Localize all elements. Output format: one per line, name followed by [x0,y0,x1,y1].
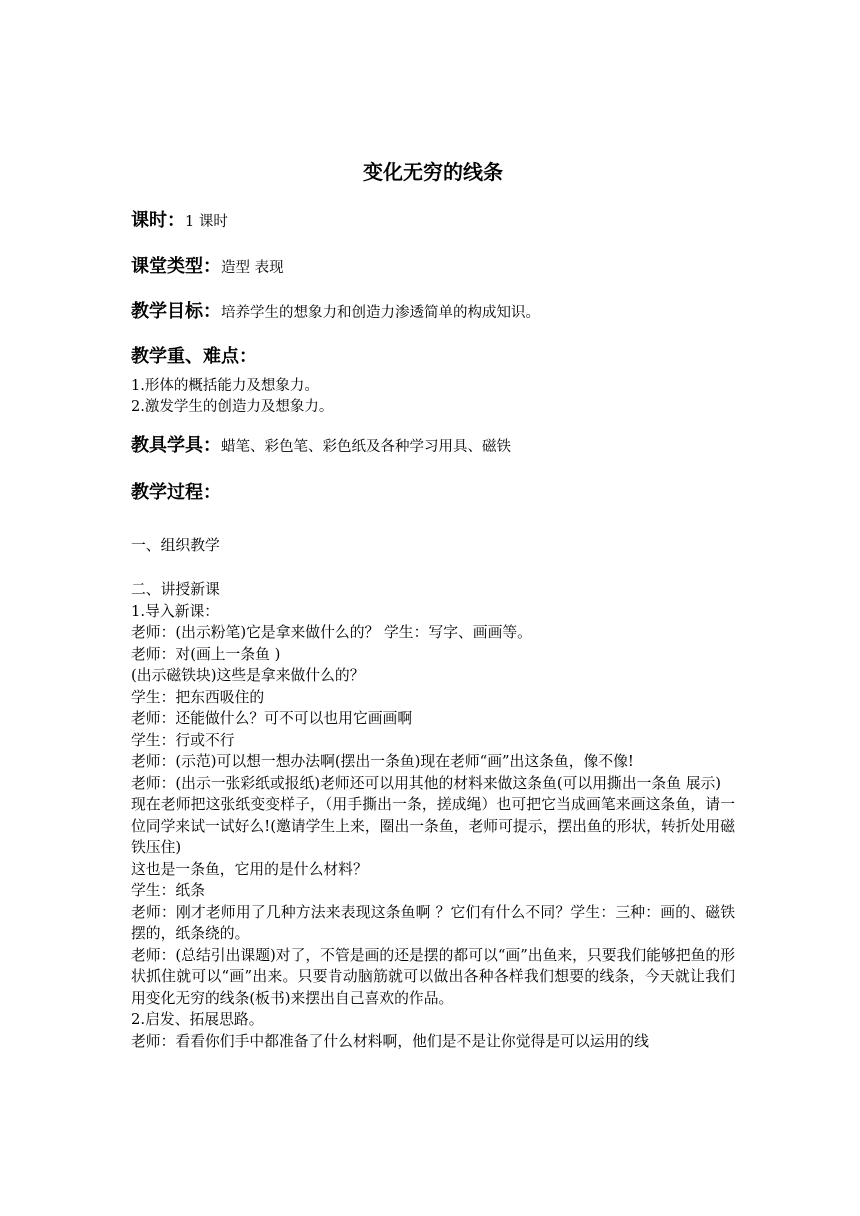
teaching-process-label: 教学过程： [131,482,221,503]
lesson-hours-value: 1 课时 [185,214,228,230]
teaching-goal-label: 教学目标： [131,301,221,322]
section-new-lesson [131,579,735,1052]
teaching-tools-value: 蜡笔、彩色笔、彩色纸及各种学习用具、磁铁 [221,439,511,455]
paragraph: (出示磁铁块)这些是拿来做什么的？ [131,667,365,684]
key-point-item: 1.形体的概括能力及想象力。 [131,378,319,394]
paragraph: 学生：行或不行 [131,731,235,749]
paragraph: 老师：(出示粉笔)它是拿来做什么的？ 学生：写字、画画等。 [131,624,532,641]
paragraph: 老师：刚才老师用了几种方法来表现这条鱼啊 ？它们有什么不同？学生：三种：画的、磁铁摆的，纸条绕的。 [131,903,735,942]
paragraph: 老师：看看你们手中都准备了什么材料啊，他们是不是让你觉得是可以运用的线 [131,1032,649,1050]
teaching-goal-value: 培养学生的想象力和创造力渗透简单的构成知识。 [221,305,540,321]
key-point-item: 2.激发学生的创造力及想象力。 [131,399,334,415]
paragraph: 现在老师把这张纸变变样子，（用手撕出一条，搓成绳）也可把它当成画笔来画这条鱼，请一位同学来试一试好么!(邀请学生上来，圈出一条鱼，老师可提示，摆出鱼的形状，转折处用磁铁压住) [131,796,735,856]
paragraph: 老师：(出示一张彩纸或报纸)老师还可以用其他的材料来做这条鱼(可以用撕出一条鱼 展示) [131,774,722,792]
paragraph: 学生：把东西吸住的 [131,688,265,706]
class-type-label: 课堂类型： [131,256,221,277]
document-title: 变化无穷的线条 [363,160,503,184]
paragraph: 2.启发、拓展思路。 [131,1011,264,1028]
paragraph: 老师：还能做什么？可不可以也用它画画啊 [131,710,413,727]
document-page [131,0,735,1216]
key-points-label: 教学重、难点： [131,346,257,367]
key-points-list [131,376,735,418]
teaching-process-heading [131,478,735,504]
teaching-tools-label: 教具学具： [131,435,221,456]
paragraph: 老师：(示范)可以想一想办法啊(摆出一条鱼)现在老师“画”出这条鱼，像不像! [131,753,634,770]
lesson-hours-label: 课时： [131,210,185,231]
paragraph: 学生：纸条 [131,882,205,899]
paragraph: 老师：(总结引出课题)对了，不管是画的还是摆的都可以“画”出鱼来，只要我们能够把鱼的形状抓住就可以“画”出来。只要肯动脑筋就可以做出各种各样我们想要的线条，今天就让我们用变化无穷的线条(板书)来摆出自己喜欢的作品。 [131,946,735,1007]
teaching-goal [131,297,735,323]
lesson-hours [131,206,735,232]
class-type [131,252,735,278]
paragraph: 老师：对(画上一条鱼 ) [131,645,281,663]
key-points-heading [131,342,735,368]
teaching-tools [131,431,735,457]
paragraph: 二、讲授新课 [131,581,220,598]
paragraph: 这也是一条鱼，它用的是什么材料？ [131,860,368,878]
paragraph: 1.导入新课： [131,602,220,620]
class-type-value: 造型 表现 [221,260,284,276]
section-organize-teaching: 一、组织教学 [131,537,220,554]
